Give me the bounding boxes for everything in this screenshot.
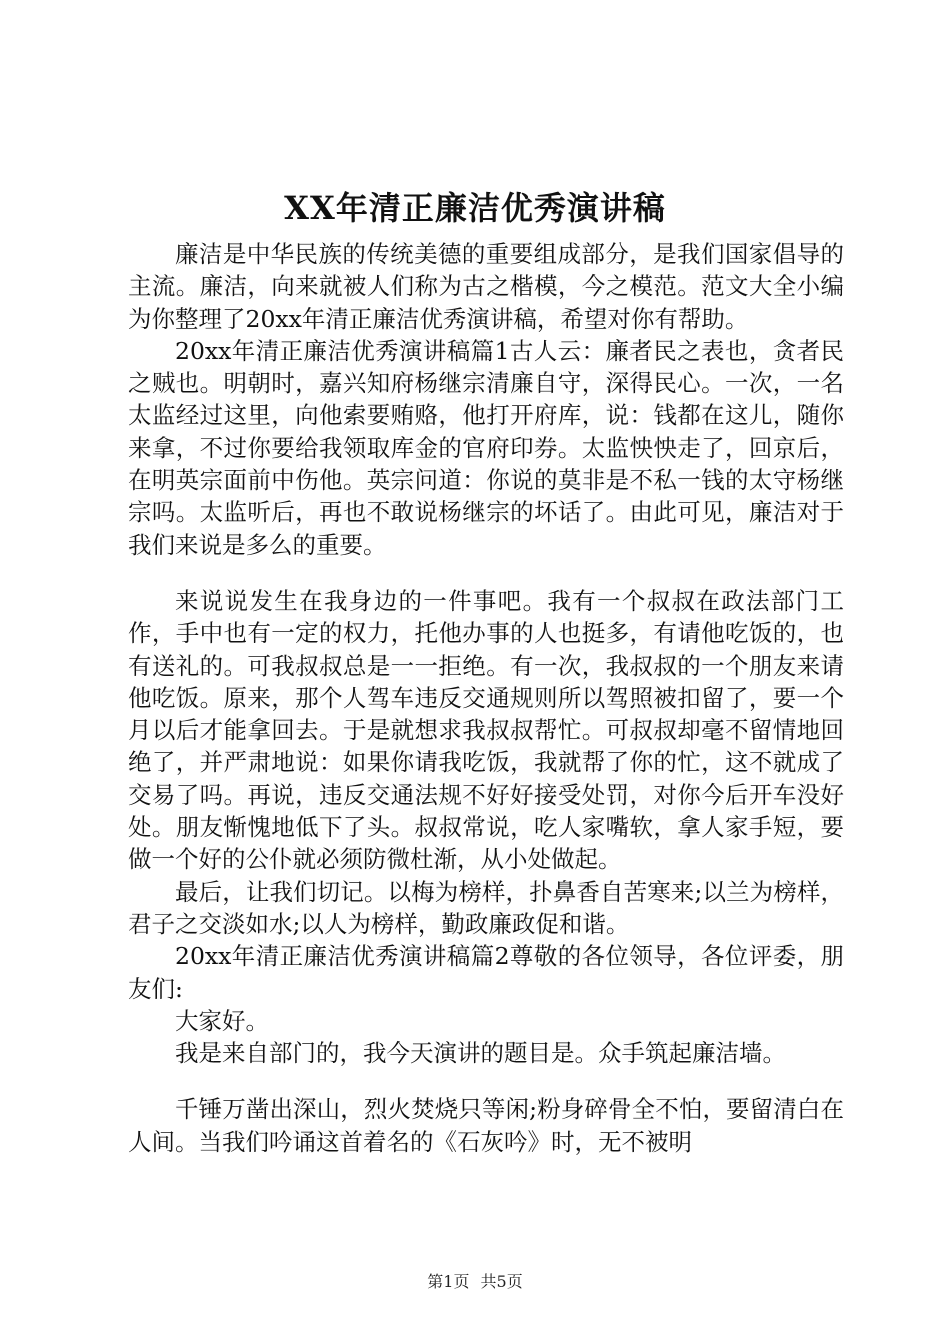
page-footer (0, 1272, 950, 1292)
paragraph-intro: 廉洁是中华民族的传统美德的重要组成部分，是我们国家倡导的主流。廉洁，向来就被人们称为古之楷模，今之模范。范文大全小编为你整理了20xx年清正廉洁优秀演讲稿，希望对你有帮助。 (128, 240, 844, 333)
document-title: XX年清正廉洁优秀演讲稿 (284, 189, 666, 227)
paragraph-speech-2-opening: 20xx年清正廉洁优秀演讲稿篇2尊敬的各位领导，各位评委，朋友们: (128, 942, 844, 1003)
paragraph-topic: 我是来自部门的，我今天演讲的题目是。众手筑起廉洁墙。 (175, 1039, 786, 1068)
paragraph-gap (128, 561, 844, 585)
page-total: 共5页 (480, 1272, 523, 1291)
paragraph-gap (128, 1069, 844, 1093)
paragraph-speech-1: 20xx年清正廉洁优秀演讲稿篇1古人云：廉者民之表也，贪者民之贼也。明朝时，嘉兴知府杨继宗清廉自守，深得民心。一次，一名太监经过这里，向他索要贿赂，他打开府库，说：钱都在这儿，随你来拿，不过你要给我领取库金的官府印券。太监怏怏走了，回京后，在明英宗面前中伤他。英宗问道：你说的莫非是不私一钱的太守杨继宗吗。太监听后，再也不敢说杨继宗的坏话了。由此可见，廉洁对于我们来说是多么的重要。 (128, 336, 844, 559)
paragraph-poem: 千锤万凿出深山，烈火焚烧只等闲;粉身碎骨全不怕，要留清白在人间。当我们吟诵这首着名的《石灰吟》时，无不被明 (128, 1095, 844, 1156)
paragraph-conclusion: 最后，让我们切记。以梅为榜样，扑鼻香自苦寒来;以兰为榜样，君子之交淡如水;以人为榜样，勤政廉政促和谐。 (128, 877, 844, 938)
page-number: 第1页 (427, 1272, 470, 1291)
paragraph-greeting: 大家好。 (175, 1006, 269, 1035)
document-body (128, 238, 844, 1158)
paragraph-story: 来说说发生在我身边的一件事吧。我有一个叔叔在政法部门工作，手中也有一定的权力，托他办事的人也挺多，有请他吃饭的，也有送礼的。可我叔叔总是一一拒绝。有一次，我叔叔的一个朋友来请他吃饭。原来，那个人驾车违反交通规则所以驾照被扣留了，要一个月以后才能拿回去。于是就想求我叔叔帮忙。可叔叔却毫不留情地回绝了，并严肃地说：如果你请我吃饭，我就帮了你的忙，这不就成了交易了吗。再说，违反交通法规不好好接受处罚，对你今后开车没好处。朋友惭愧地低下了头。叔叔常说，吃人家嘴软，拿人家手短，要做一个好的公仆就必须防微杜渐，从小处做起。 (128, 586, 844, 874)
